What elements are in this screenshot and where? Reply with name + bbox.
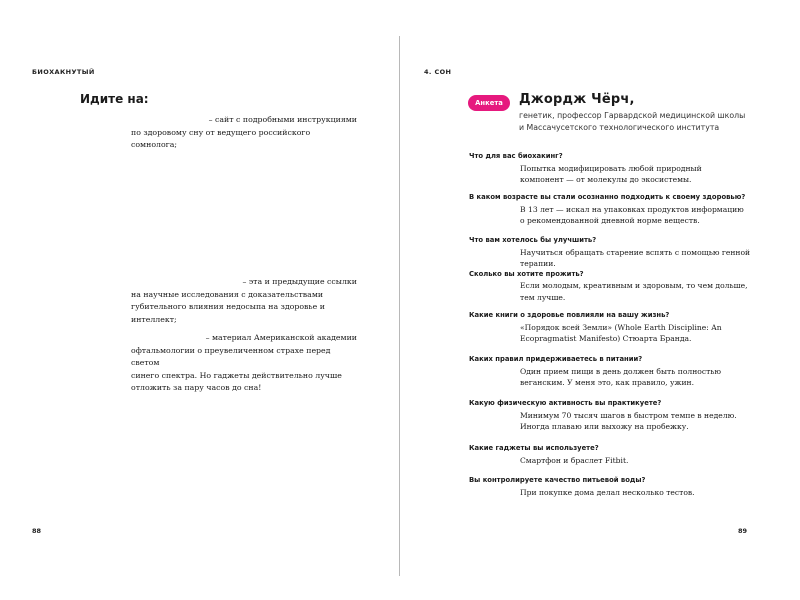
reference-line: по здоровому сну от ведущего российского сомнолога; [131,127,311,149]
answer-line: терапии. [520,258,556,268]
answer-line: Минимум 70 тысяч шагов в быстром темпе в неделю. [520,410,737,420]
question: Какие книги о здоровье повлияли на вашу жизнь? [469,311,670,319]
answer-line: веганским. У меня это, как правило, ужин. [520,377,694,387]
reference-line: синего спектра. Но гаджеты действительно лучше [131,370,342,380]
reference-line: отложить за пару часов до сна! [131,383,262,392]
answer-line: Ecopragmatist Manifesto) Стюарта Бранда. [520,333,692,343]
answer-line: Смартфон и браслет Fitbit. [520,455,629,465]
question: Сколько вы хотите прожить? [469,269,584,278]
question: Что вам хотелось бы улучшить? [469,236,597,244]
answer-line: Иногда плаваю или выхожу на пробежку. [520,421,689,431]
question: Какую физическую активность вы практикуете? [469,399,662,407]
answer-line: Если молодым, креативным и здоровым, то чем дольше, [520,281,748,291]
left-page-number: 88 [32,527,42,535]
right-page-number: 89 [738,527,748,535]
answer-line: компонент — от молекулы до экосистемы. [520,174,692,184]
qa-item [469,475,754,498]
answer-line: В 13 лет — искал на упаковках продуктов информацию [520,204,744,214]
left-running-head: БИОХАКНУТЫЙ [32,68,95,76]
question: Вы контролируете качество питьевой воды? [469,476,646,484]
reference-line: – материал Американской академии [205,333,357,342]
reference-item [131,114,357,152]
answer-line: «Порядок всей Земли» (Whole Earth Discipline: An [520,322,722,332]
right-running-head: 4. СОН [424,68,452,76]
qa-item [469,443,754,466]
qa-item [469,192,754,226]
reference-line: на научные исследования с доказательствами [131,289,324,299]
qa-item [469,151,754,185]
reference-line: – эта и предыдущие ссылки [242,277,357,286]
qa-item [469,398,754,432]
question: В каком возрасте вы стали осознанно подходить к своему здоровью? [469,193,746,201]
answer-line: о рекомендованной дневной норме веществ. [520,215,700,225]
answer-line: тем лучше. [520,292,566,302]
reference-line: офтальмологии о преувеличенном страхе перед светом [131,345,331,367]
answer-line: Попытка модифицировать любой природный [520,163,702,173]
person-name: Джордж Чёрч, [519,92,635,107]
reference-line: губительного влияния недосыпа на здоровье и интеллект; [131,302,325,324]
answer-line: Научиться обращать старение вспять с помощью генной [520,247,751,257]
question: Что для вас биохакинг? [469,152,563,160]
qa-item [469,310,754,344]
qa-item [469,235,754,303]
qa-item [469,354,754,388]
reference-item [131,276,357,326]
reference-item [131,332,357,395]
answer-line: Один прием пищи в день должен быть полностью [520,366,722,376]
question: Какие гаджеты вы используете? [469,444,599,452]
person-description: генетик, профессор Гарвардской медицинской школы и Массачусетского технологического института [519,111,746,132]
reference-line: – сайт с подробными инструкциями [208,115,357,124]
page-fold-divider [399,36,400,576]
question: Каких правил придерживаетесь в питании? [469,355,643,363]
answer-line: При покупке дома делал несколько тестов. [520,487,695,497]
profile-badge: Анкета [468,95,510,111]
left-page-title: Идите на: [80,92,149,106]
